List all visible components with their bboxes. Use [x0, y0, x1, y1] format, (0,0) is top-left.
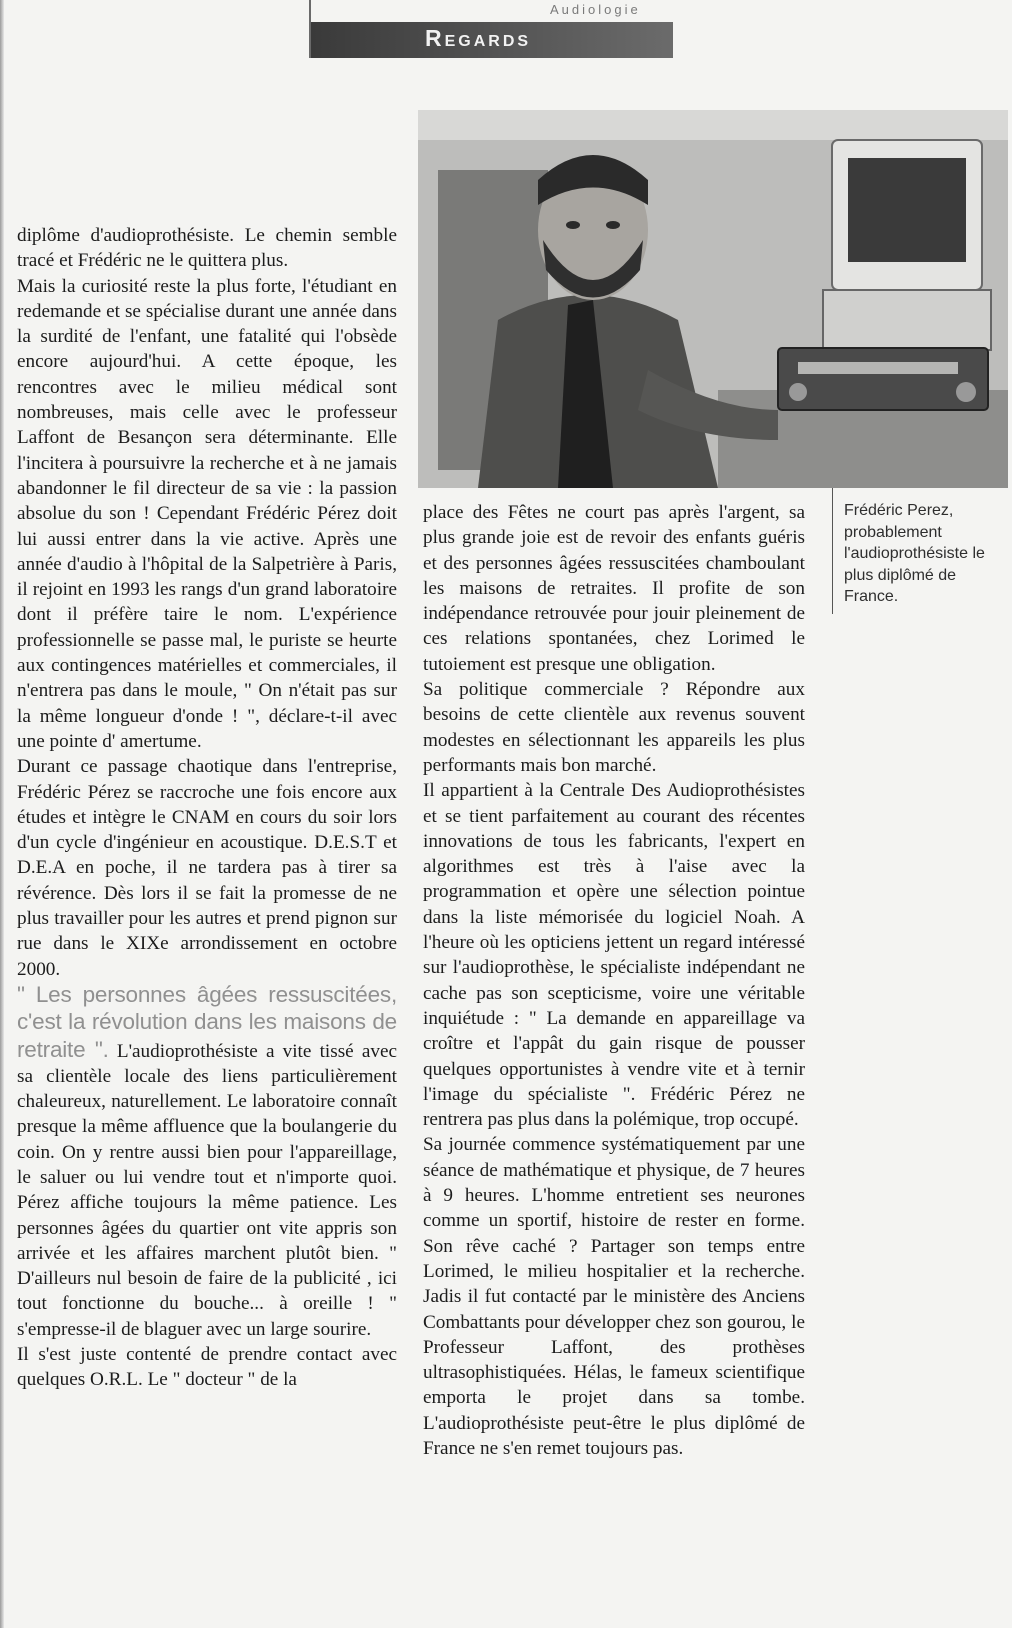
article-column-middle: [423, 500, 805, 1461]
portrait-illustration: [418, 110, 1008, 488]
paragraph: diplôme d'audioprothésiste. Le chemin semble tracé et Frédéric ne le quittera plus.: [17, 225, 397, 272]
paragraph: Il appartient à la Centrale Des Audioprothésistes et se tient parfaitement au courant des récentes innovations de tous les fabricants, l'expert en algorithmes est très à l'aise avec la programmation et opère une sélection pointue dans la liste mémorisée du logiciel Noah. A l'heure où les opticiens jettent un regard intéressé sur l'audioprothèse, le spécialiste indépendant ne cache pas son scepticisme, voire une véritable inquiétude : " La demande en appareillage va croître et l'appât du gain risque de pousser quelques opportunistes à vendre vite et à ternir l'image du spécialiste ". Frédéric Pérez ne rentrera pas plus dans la polémique, trop occupé.: [423, 780, 805, 1131]
paragraph-with-pull-quote: [17, 982, 397, 1342]
paragraph: Sa politique commerciale ? Répondre aux besoins de cette clientèle aux revenus souvent modestes en sélectionnant les appareils les plus performants mais bon marché.: [423, 679, 805, 776]
paragraph-text: L'audioprothésiste a vite tissé avec sa clientèle locale des liens particulièrement chaleureux, naturellement. Le laboratoire connaît presque la même affluence que la boulangerie du coin. On y rentre aussi bien pour l'appareillage, le saluer ou lui vendre tout et n'importe quoi. Pérez affiche toujours la même patience. Les personnes âgées du quartier ont vite appris son arrivée et les affaires marchent plutôt bien. " D'ailleurs nul besoin de faire de la publicité , ici tout fonctionne du bouche... à oreille ! " s'empresse-il de blaguer avec un large sourire.: [17, 1040, 397, 1340]
paragraph: Il s'est juste contenté de prendre contact avec quelques O.R.L. Le " docteur " de la: [17, 1344, 397, 1391]
page-edge-shadow: [0, 0, 4, 1628]
header-title: Regards: [425, 25, 532, 51]
article-column-left: [17, 223, 397, 1393]
pull-quote: " Les personnes âgées ressuscitées, c'est la révolution dans les maisons de retraite ".: [17, 981, 397, 1062]
caption-divider: [832, 488, 833, 614]
section-label: Audiologie: [550, 2, 641, 17]
paragraph: Mais la curiosité reste la plus forte, l'étudiant en redemande et se spécialise durant une année dans la surdité de l'enfant, une fatalité qui l'obsède encore aujourd'hui. A cette époque, les rencontres avec le milieu médical sont nombreuses, mais celle avec le professeur Laffont de Besançon sera déterminante. Elle l'incitera à poursuivre la recherche et à ne jamais abandonner le fil directeur de sa vie : la passion absolue du son ! Cependant Frédéric Pérez doit lui aussi entrer dans la vie active. Après une année d'audio à l'hôpital de la Salpetrière à Paris, il rejoint en 1993 les rangs d'un grand laboratoire dont il préfère taire le nom. L'expérience professionnelle se passe mal, le puriste se heurte aux contingences matérielles et commerciales, il n'entrera pas dans le moule, " On n'était pas sur la même longueur d'onde ! ", déclare-t-il avec une pointe d' amertume.: [17, 275, 397, 752]
paragraph: place des Fêtes ne court pas après l'argent, sa plus grande joie est de revoir des enfants guéris et des personnes âgées ressuscitées chamboulant les maisons de retraites. Il profite de son indépendance retrouvée pour jouir pleinement de ces relations spontanées, chez Lorimed le tutoiement est presque une obligation.: [423, 502, 805, 675]
photo-caption: Frédéric Perez, probablement l'audioprothésiste le plus diplômé de France.: [844, 502, 985, 606]
portrait-photo: [418, 110, 1008, 488]
paragraph: Sa journée commence systématiquement par une séance de mathématique et physique, de 7 heures à 9 heures. L'homme entretient ses neurones comme un sportif, histoire de rester en forme. Son rêve caché ? Partager son temps entre Lorimed, le milieu hospitalier et la recherche. Jadis il fut contacté par le ministère des Anciens Combattants pour développer chez son gourou, le Professeur Laffont, des prothèses ultrasophistiquées. Hélas, le fameux scientifique emporta le projet dans sa tombe. L'audioprothésiste peut-être le plus diplômé de France ne s'en remet toujours pas.: [423, 1134, 805, 1459]
paragraph: Durant ce passage chaotique dans l'entreprise, Frédéric Pérez se raccroche une fois encore aux études et intègre le CNAM en cours du soir lors d'un cycle d'ingénieur en acoustique. D.E.S.T et D.E.A en poche, il ne tardera pas à tirer sa révérence. Dès lors il se fait la promesse de ne plus travailler pour les autres et prend pignon sur rue dans le XIXe arrondissement en octobre 2000.: [17, 756, 397, 980]
